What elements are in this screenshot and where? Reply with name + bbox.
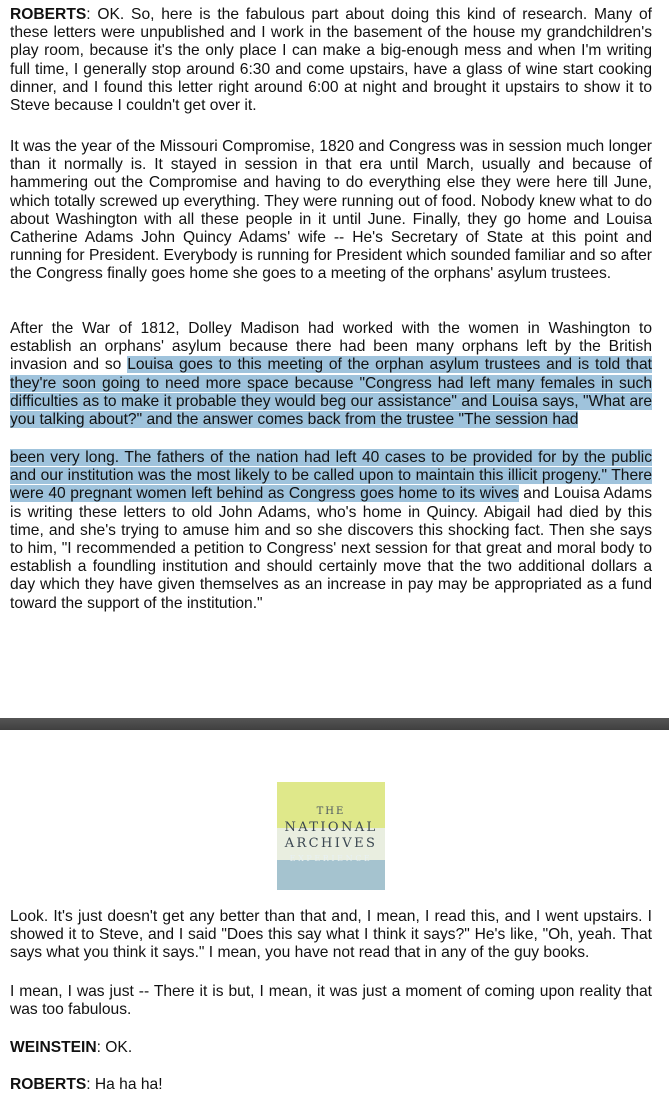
highlighted-text-selection[interactable]: Louisa goes to this meeting of the orphan asylum trustees and is told that they're soon going to need more space because "Congress had left many females in such difficulties as to make it probable they would beg our assistance" and Louisa says, "What are you talking about?" and the answer comes back from the trustee "The session had <box>10 356 652 429</box>
paragraph-text: After the War of 1812, Dolley Madison had worked with the women in Washington to establish an orphans' asylum because there had been many orphans left by the British invasion and so <box>10 320 652 374</box>
speaker-label: ROBERTS <box>10 1076 87 1093</box>
speaker-label: WEINSTEIN <box>10 1039 97 1056</box>
paragraph-weinstein-ok <box>10 1039 652 1057</box>
logo-bottom-band <box>277 854 385 890</box>
paragraph-roberts-laugh <box>10 1076 652 1094</box>
highlighted-text-selection[interactable]: been very long. The fathers of the nation had left 40 cases to be provided for by the public and our institution was the most likely to be called upon to maintain this illicit progeny." There were 40 pregnant women left behind as Congress goes home to its wives <box>10 449 652 503</box>
logo-text-experience: EXPERIENCE <box>289 854 373 863</box>
paragraph-roberts-research <box>10 6 652 115</box>
national-archives-experience-logo <box>277 782 385 890</box>
paragraph-missouri-compromise: It was the year of the Missouri Compromise, 1820 and Congress was in session much longer than it normally is. It stayed in session in that era until March, usually and because of hammering out the Compromise and having to do everything else they were here till June, which totally screwed up everything. They were running out of food. Nobody knew what to do about Washington with all these people in it until June. Finally, they go home and Louisa Catherine Adams John Quincy Adams' wife -- He's Secretary of State at this point and running for President. Everybody is running for President which sounded familiar and so after the Congress finally goes home she goes to a meeting of the orphans' asylum trustees. <box>10 138 652 283</box>
paragraph-look: Look. It's just doesn't get any better than that and, I mean, I read this, and I went upstairs. I showed it to Steve, and I said "Does this say what I think it says?" He's like, "Oh, yeah. That says what you think it says." I mean, you have not read that in any of the guy books. <box>10 908 652 962</box>
logo-text-national: NATIONAL <box>284 820 378 835</box>
paragraph-moment-of-reality: I mean, I was just -- There it is but, I mean, it was just a moment of coming upon reality that was too fabulous. <box>10 983 652 1019</box>
page-divider <box>0 718 669 730</box>
paragraph-text: : Ha ha ha! <box>86 1076 163 1093</box>
paragraph-text: : OK. So, here is the fabulous part about doing this kind of research. Many of these letters were unpublished and I work in the basement of the house my grandchildren's play room, because it's the only place I can make a big-enough mess and when I'm writing full time, I generally stop around 6:30 and come upstairs, have a glass of wine start cooking dinner, and I found this letter right around 6:00 at night and brought it upstairs to show it to Steve because I couldn't get over it. <box>10 6 652 115</box>
logo-text-the: THE <box>316 806 346 817</box>
paragraph-text: : OK. <box>96 1039 133 1056</box>
logo-text-archives: ARCHIVES <box>284 836 378 851</box>
paragraph-war-of-1812 <box>10 320 652 429</box>
speaker-label: ROBERTS <box>10 6 87 23</box>
paragraph-text: and Louisa Adams is writing these letters to old John Adams, who's home in Quincy. Abigail had died by this time, and she's trying to amuse him and so she discovers this shocking fact. Then she says to him, "I recommended a petition to Congress' next session for that great and moral body to establish a foundling institution and should certainly move that the two additional dollars a day which they have given themselves as an increase in pay may be appropriated as a fund toward the support of the institution." <box>10 485 653 612</box>
transcript-page-2 <box>0 730 669 1097</box>
paragraph-40-cases <box>10 449 652 613</box>
